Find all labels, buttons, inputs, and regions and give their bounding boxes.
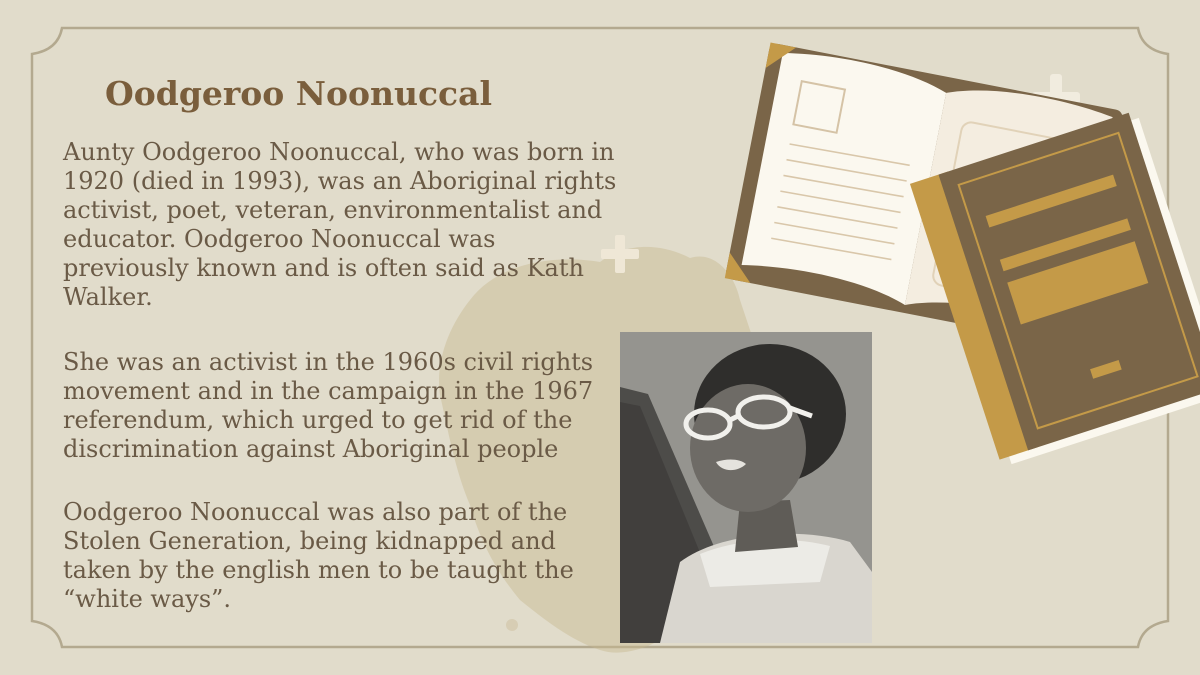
paragraph-bio: Aunty Oodgeroo Noonuccal, who was born in 1920 (died in 1993), was an Aboriginal rights activist, poet, veteran, environmentalist and educator. Oodgeroo Noonuccal was previously known and is often said as Kath Walker.: [63, 138, 617, 311]
paragraph-stolen-generation: Oodgeroo Noonuccal was also part of the Stolen Generation, being kidnapped and taken by the english men to be taught the “white ways”.: [63, 498, 574, 613]
portrait-photo: [620, 332, 872, 643]
paragraph-activism: She was an activist in the 1960s civil rights movement and in the campaign in the 1967 referendum, which urged to get rid of the discrimination against Aboriginal people: [63, 348, 594, 463]
sparkle-icon: [600, 234, 640, 274]
page-title: Oodgeroo Noonuccal: [105, 74, 493, 113]
